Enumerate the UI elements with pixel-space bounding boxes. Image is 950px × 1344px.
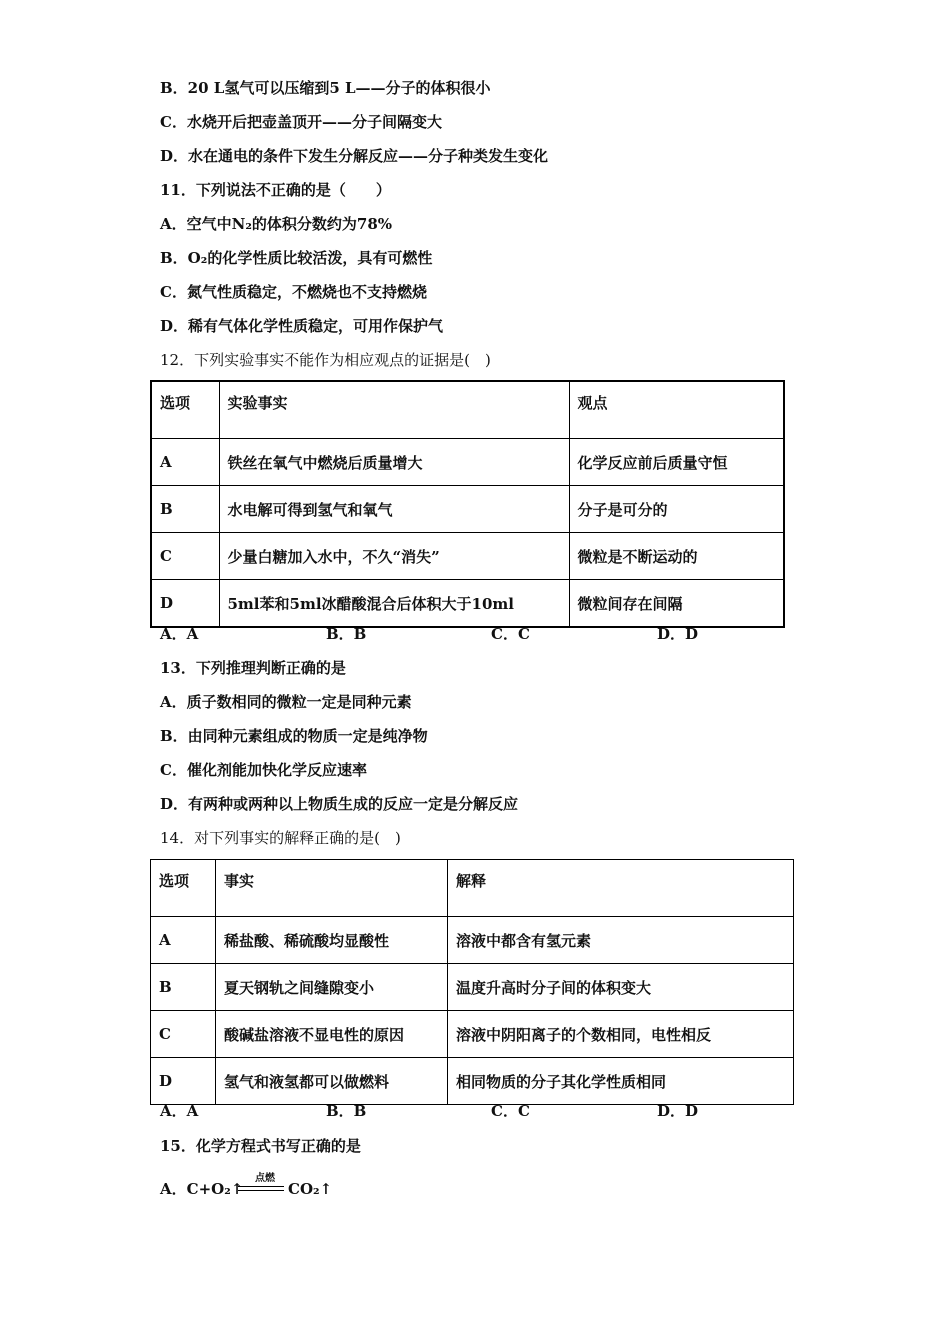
q15-stem: 15．化学方程式书写正确的是 [160, 1137, 361, 1155]
option-cell: C [151, 1011, 216, 1058]
explanation-cell: 溶液中都含有氢元素 [448, 917, 794, 964]
header-cell: 实验事实 [219, 381, 569, 439]
table-row [151, 580, 784, 628]
option-cell: A [151, 917, 216, 964]
view-cell: 分子是可分的 [569, 486, 784, 533]
q14-answer-options [160, 1101, 820, 1121]
option-cell: C [151, 533, 219, 580]
answer-option-c[interactable]: C．C [491, 1102, 530, 1120]
q10-option-d: D．水在通电的条件下发生分解反应——分子种类发生变化 [160, 147, 549, 165]
table-row [151, 964, 794, 1011]
q13-option-c: C．催化剂能加快化学反应速率 [160, 761, 367, 779]
equation-reactants: A．C+O₂↑ [160, 1180, 244, 1198]
answer-option-b[interactable]: B．B [326, 1102, 367, 1120]
fact-cell: 水电解可得到氢气和氧气 [219, 486, 569, 533]
fact-cell: 氢气和液氢都可以做燃料 [216, 1058, 448, 1105]
option-cell: B [151, 486, 219, 533]
table-row [151, 533, 784, 580]
equals-bar-top [238, 1186, 284, 1187]
answer-option-c[interactable]: C．C [491, 625, 530, 643]
q11-option-c: C．氮气性质稳定，不燃烧也不支持燃烧 [160, 283, 427, 301]
option-cell: D [151, 1058, 216, 1105]
q14-table [150, 859, 794, 1105]
header-cell: 解释 [448, 860, 794, 917]
explanation-cell: 相同物质的分子其化学性质相同 [448, 1058, 794, 1105]
fact-cell: 5ml苯和5ml冰醋酸混合后体积大于10ml [219, 580, 569, 628]
q13-option-a: A．质子数相同的微粒一定是同种元素 [160, 693, 412, 711]
q10-option-b: B．20 L氢气可以压缩到5 L——分子的体积很小 [160, 79, 491, 97]
explanation-cell: 温度升高时分子间的体积变大 [448, 964, 794, 1011]
header-cell: 观点 [569, 381, 784, 439]
answer-option-d[interactable]: D．D [657, 625, 699, 643]
q10-option-c: C．水烧开后把壶盖顶开——分子间隔变大 [160, 113, 442, 131]
q11-option-a: A．空气中N₂的体积分数约为78% [160, 215, 393, 233]
reaction-condition: 点燃 [255, 1173, 275, 1184]
q11-option-b: B．O₂的化学性质比较活泼，具有可燃性 [160, 249, 433, 267]
answer-option-a[interactable]: A．A [160, 1102, 199, 1120]
header-cell: 事实 [216, 860, 448, 917]
q14-stem: 14．对下列事实的解释正确的是( ) [160, 829, 401, 847]
answer-option-a[interactable]: A．A [160, 625, 199, 643]
header-cell: 选项 [151, 860, 216, 917]
table-row [151, 1011, 794, 1058]
table-row [151, 1058, 794, 1105]
fact-cell: 稀盐酸、稀硫酸均显酸性 [216, 917, 448, 964]
q12-stem: 12．下列实验事实不能作为相应观点的证据是( ) [160, 351, 491, 369]
q11-option-d: D．稀有气体化学性质稳定，可用作保护气 [160, 317, 444, 335]
equation-products: CO₂↑ [288, 1180, 333, 1198]
q13-option-b: B．由同种元素组成的物质一定是纯净物 [160, 727, 428, 745]
fact-cell: 夏天钢轨之间缝隙变小 [216, 964, 448, 1011]
header-cell: 选项 [151, 381, 219, 439]
equals-bar-bottom [238, 1190, 284, 1191]
view-cell: 化学反应前后质量守恒 [569, 439, 784, 486]
fact-cell: 铁丝在氧气中燃烧后质量增大 [219, 439, 569, 486]
answer-option-d[interactable]: D．D [657, 1102, 699, 1120]
q12-table [150, 380, 785, 628]
explanation-cell: 溶液中阴阳离子的个数相同，电性相反 [448, 1011, 794, 1058]
option-cell: D [151, 580, 219, 628]
table-row [151, 486, 784, 533]
option-cell: A [151, 439, 219, 486]
table-row [151, 439, 784, 486]
option-cell: B [151, 964, 216, 1011]
q12-answer-options [160, 624, 820, 644]
table-header-row [151, 860, 794, 917]
fact-cell: 酸碱盐溶液不显电性的原因 [216, 1011, 448, 1058]
q15-option-a-equation [160, 1173, 333, 1200]
q13-option-d: D．有两种或两种以上物质生成的反应一定是分解反应 [160, 795, 519, 813]
view-cell: 微粒间存在间隔 [569, 580, 784, 628]
table-header-row [151, 381, 784, 439]
answer-option-b[interactable]: B．B [326, 625, 367, 643]
table-row [151, 917, 794, 964]
view-cell: 微粒是不断运动的 [569, 533, 784, 580]
fact-cell: 少量白糖加入水中，不久“消失” [219, 533, 569, 580]
q11-stem: 11．下列说法不正确的是（ ） [160, 181, 391, 199]
q13-stem: 13．下列推理判断正确的是 [160, 659, 346, 677]
